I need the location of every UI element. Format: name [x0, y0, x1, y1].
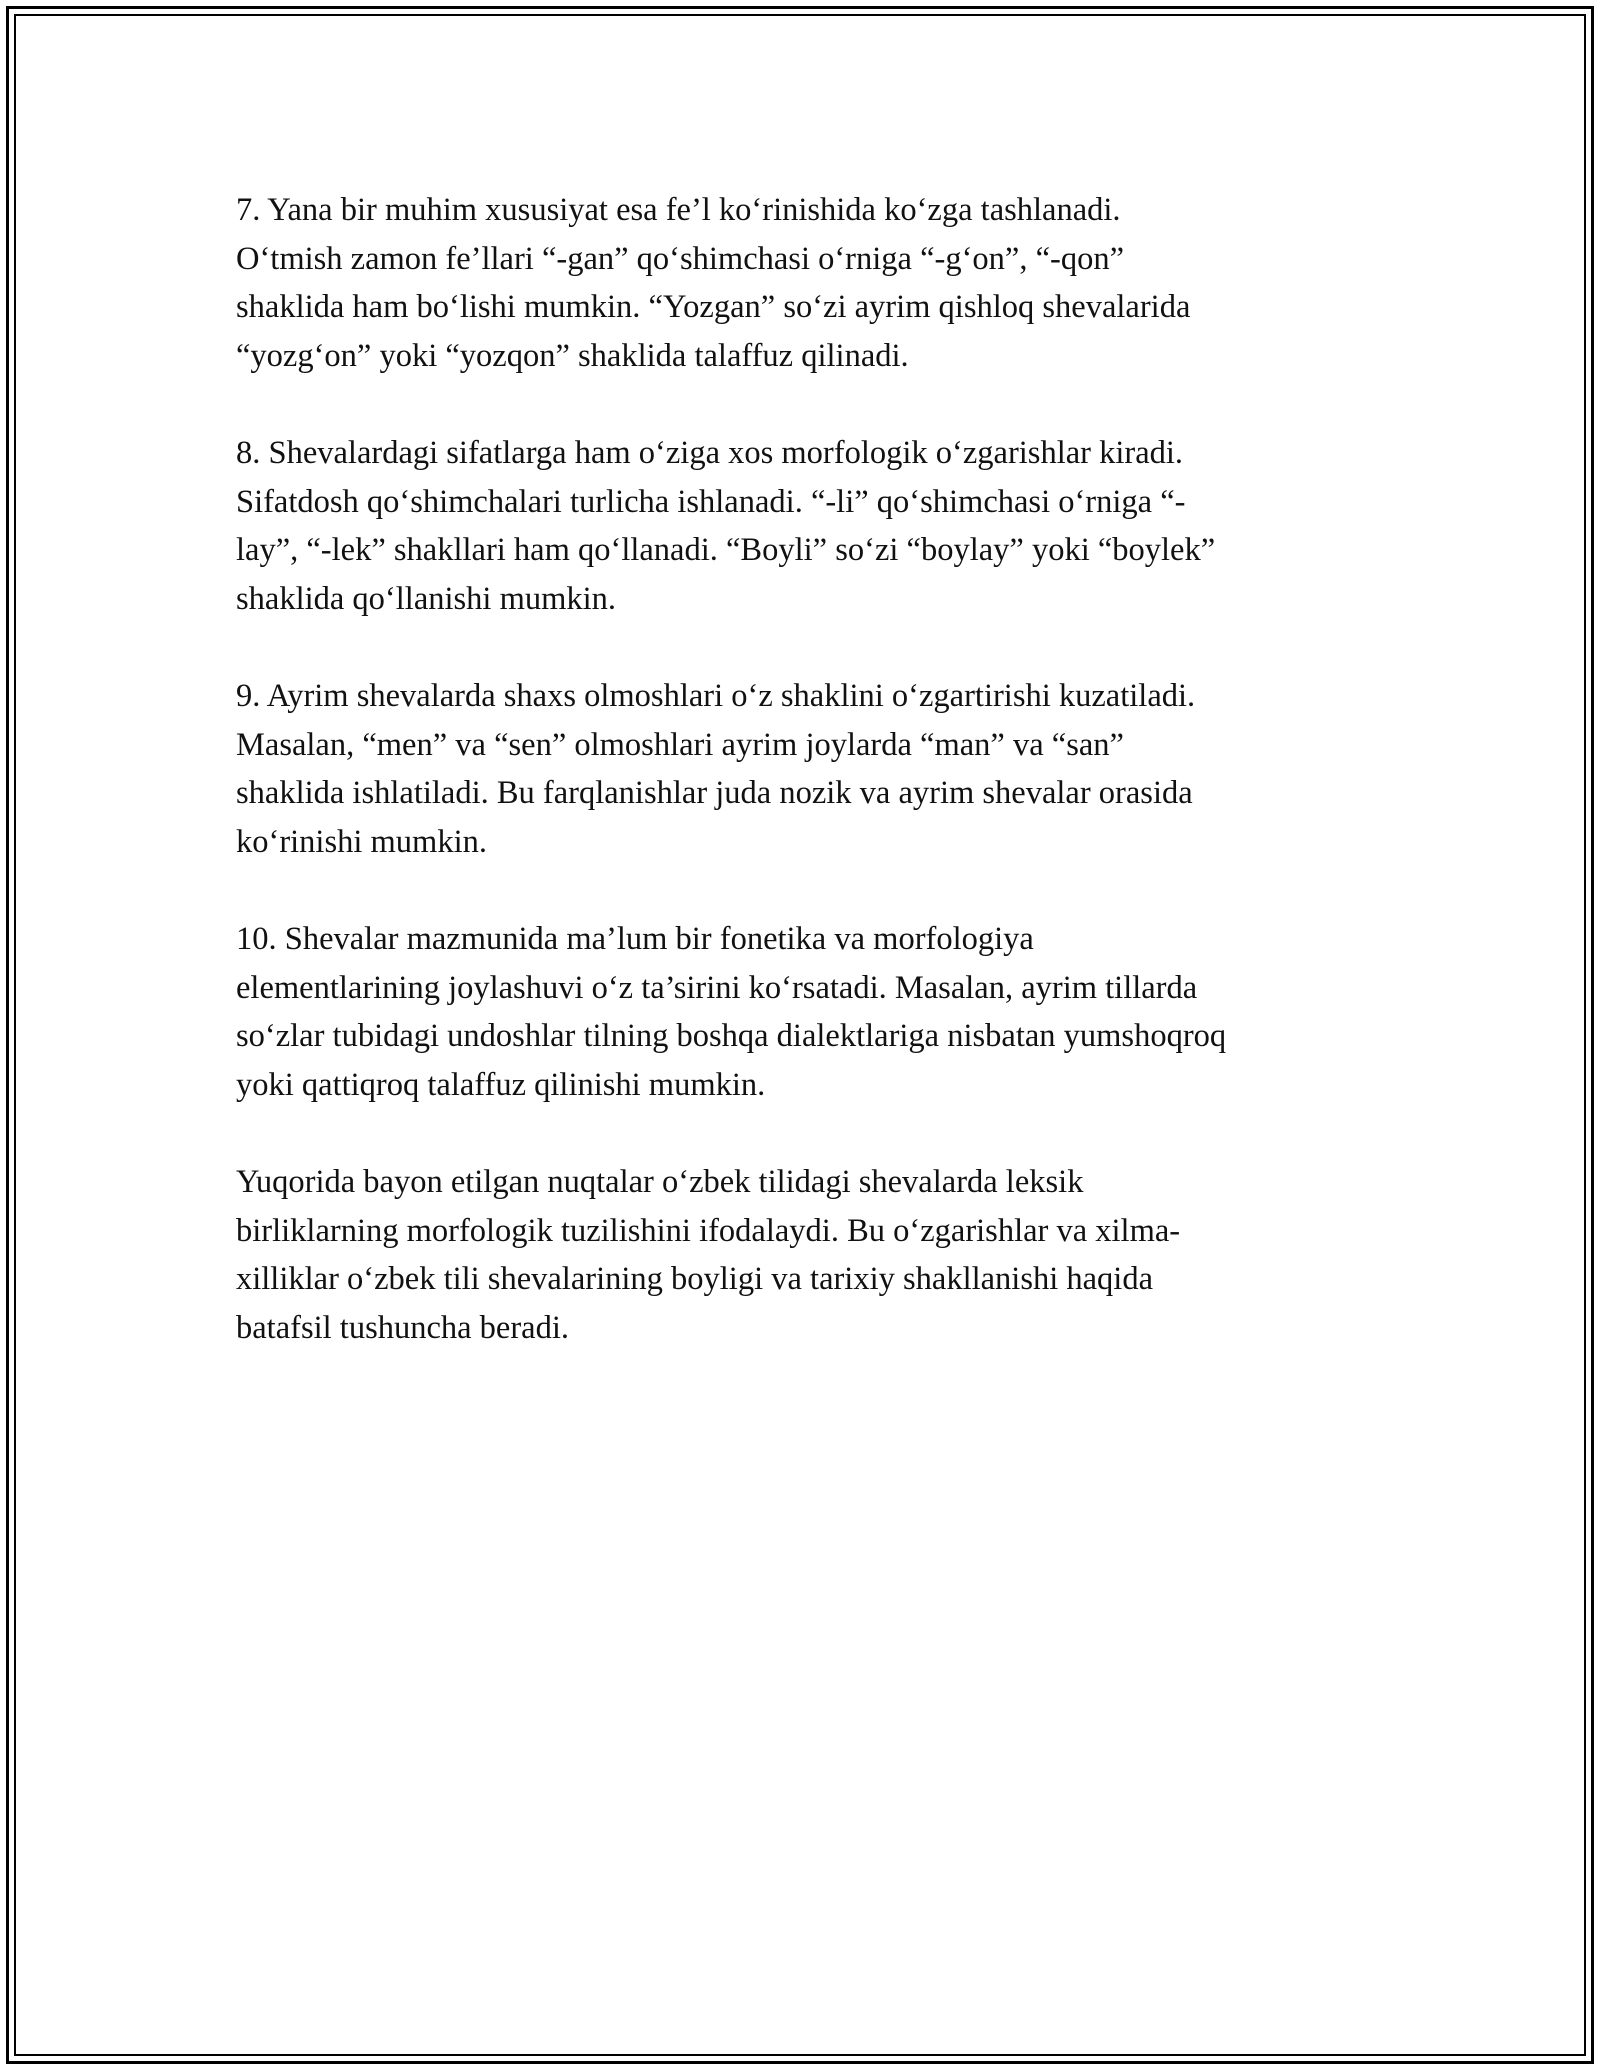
- paragraph-line: Yuqorida bayon etilgan nuqtalar o‘zbek tilidagi shevalarda leksik: [236, 1164, 1084, 1200]
- paragraph-line: ko‘rinishi mumkin.: [236, 823, 487, 860]
- paragraph-10: [236, 915, 1366, 1109]
- paragraph-line: shaklida ishlatiladi. Bu farqlanishlar juda nozik va ayrim shevalar orasida: [236, 775, 1193, 811]
- paragraph-line: O‘tmish zamon fe’llari “-gan” qo‘shimchasi o‘rniga “-g‘on”, “-qon”: [236, 240, 1124, 277]
- paragraph-line: Masalan, “men” va “sen” olmoshlari ayrim joylarda “man” va “san”: [236, 726, 1124, 763]
- paragraph-line: shaklida qo‘llanishi mumkin.: [236, 580, 617, 617]
- paragraph-line: 10. Shevalar mazmunida ma’lum bir fonetika va morfologiya: [236, 921, 1034, 957]
- paragraph-line: birliklarning morfologik tuzilishini ifodalaydi. Bu o‘zgarishlar va xilma-: [236, 1212, 1181, 1249]
- paragraph-line: 8. Shevalardagi sifatlarga ham o‘ziga xos morfologik o‘zgarishlar kiradi.: [236, 435, 1184, 471]
- paragraph-line: so‘zlar tubidagi undoshlar tilning boshqa dialektlariga nisbatan yumshoqroq: [236, 1018, 1227, 1054]
- paragraph-line: Sifatdosh qo‘shimchalari turlicha ishlanadi. “-li” qo‘shimchasi o‘rniga “-: [236, 483, 1186, 520]
- paragraph-line: lay”, “-lek” shakllari ham qo‘llanadi. “Boyli” so‘zi “boylay” yoki “boylek”: [236, 532, 1216, 568]
- paragraph-9: [236, 672, 1366, 866]
- paragraph-line: “yozg‘on” yoki “yozqon” shaklida talaffuz qilinadi.: [236, 337, 909, 374]
- paragraph-7: [236, 186, 1366, 380]
- paragraph-line: batafsil tushuncha beradi.: [236, 1309, 570, 1346]
- paragraph-line: 7. Yana bir muhim xususiyat esa fe’l ko‘rinishida ko‘zga tashlanadi.: [236, 192, 1121, 228]
- paragraph-line: yoki qattiqroq talaffuz qilinishi mumkin.: [236, 1066, 766, 1103]
- document-body: [236, 186, 1366, 1401]
- paragraph-line: shaklida ham bo‘lishi mumkin. “Yozgan” so‘zi ayrim qishloq shevalarida: [236, 289, 1191, 325]
- paragraph-line: 9. Ayrim shevalarda shaxs olmoshlari o‘z shaklini o‘zgartirishi kuzatiladi.: [236, 678, 1196, 714]
- paragraph-line: xilliklar o‘zbek tili shevalarining boyligi va tarixiy shakllanishi haqida: [236, 1261, 1154, 1297]
- paragraph-8: [236, 429, 1366, 623]
- paragraph-line: elementlarining joylashuvi o‘z ta’sirini ko‘rsatadi. Masalan, ayrim tillarda: [236, 969, 1198, 1006]
- paragraph-conclusion: [236, 1158, 1366, 1352]
